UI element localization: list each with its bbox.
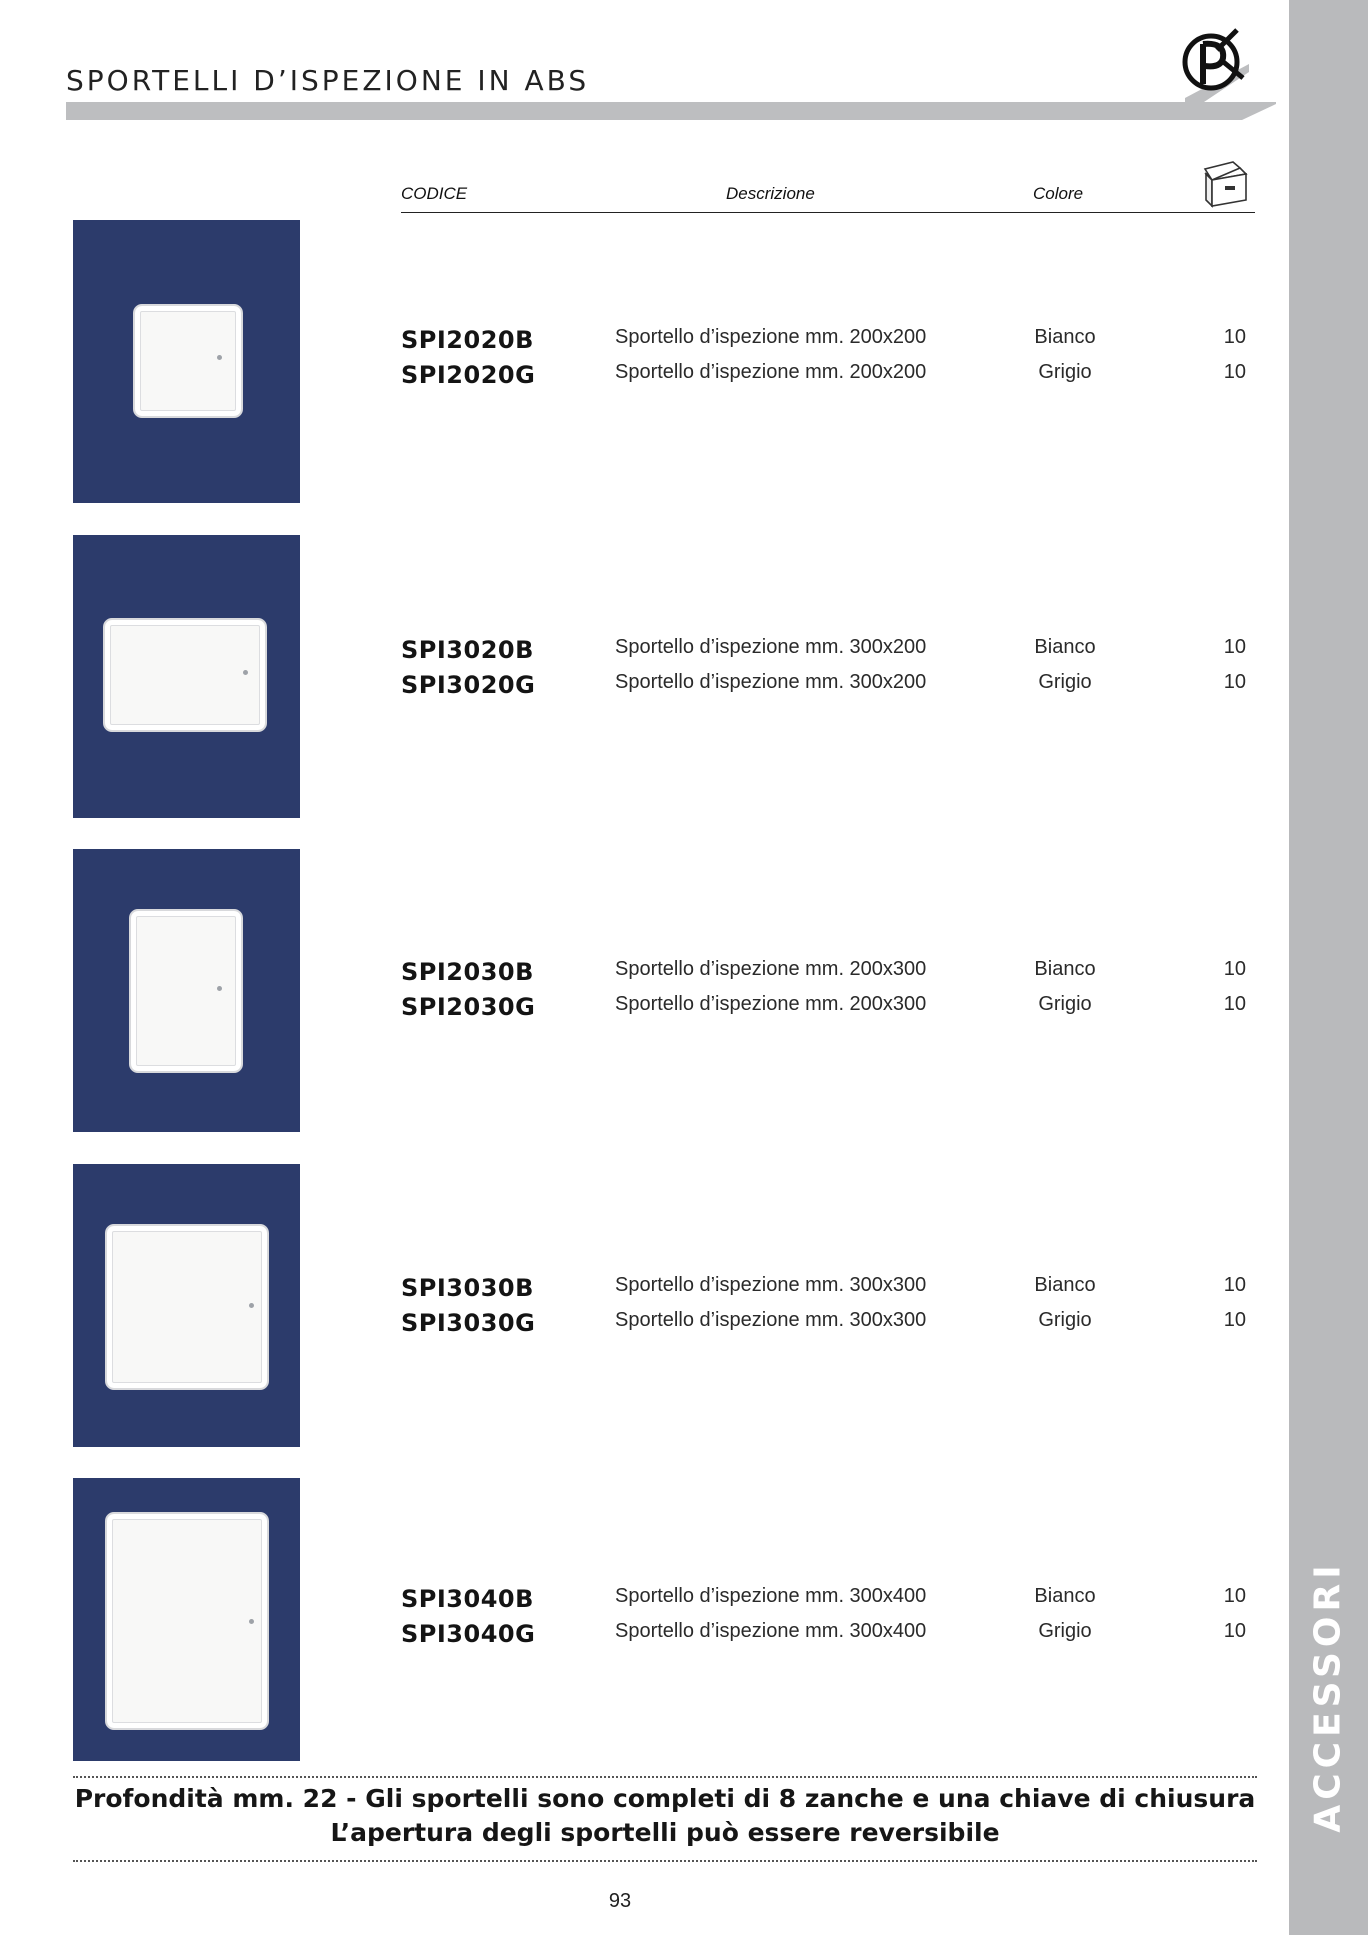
product-code: SPI2020B [401, 326, 534, 354]
brand-logo [1181, 20, 1251, 104]
product-qty: 10 [1223, 958, 1246, 980]
sidebar-section-label: ACCESSORI [1308, 1559, 1349, 1833]
product-qty: 10 [1223, 993, 1246, 1015]
dotted-divider-top [73, 1776, 1257, 1778]
product-code: SPI3040B [401, 1585, 534, 1613]
product-description: Sportello d’ispezione mm. 300x300 [615, 1309, 927, 1331]
column-header-color: Colore [1033, 184, 1084, 203]
product-description: Sportello d’ispezione mm. 200x300 [615, 993, 927, 1015]
column-header-code: CODICE [401, 184, 468, 203]
product-qty: 10 [1223, 1309, 1246, 1331]
product-description: Sportello d’ispezione mm. 300x200 [615, 671, 927, 693]
product-code: SPI2030G [401, 993, 536, 1021]
product-color: Grigio [1038, 671, 1092, 693]
box-icon [1203, 160, 1249, 208]
header-rule [401, 212, 1255, 213]
product-description: Sportello d’ispezione mm. 200x300 [615, 958, 927, 980]
page-title: SPORTELLI D’ISPEZIONE IN ABS [66, 64, 590, 97]
dotted-divider-bottom [73, 1860, 1257, 1862]
column-header-description: Descrizione [726, 184, 815, 203]
product-color: Grigio [1038, 1620, 1092, 1642]
product-color: Grigio [1038, 993, 1092, 1015]
product-color: Bianco [1034, 636, 1096, 658]
page-number: 93 [608, 1890, 632, 1912]
footer-note-line1: Profondità mm. 22 - Gli sportelli sono completi di 8 zanche e una chiave di chiusura [74, 1784, 1256, 1813]
product-description: Sportello d’ispezione mm. 300x200 [615, 636, 927, 658]
title-underline-bar [66, 102, 1276, 120]
product-image-spi3020 [73, 535, 300, 818]
product-color: Bianco [1034, 1585, 1096, 1607]
product-code: SPI3040G [401, 1620, 536, 1648]
product-qty: 10 [1223, 1585, 1246, 1607]
product-qty: 10 [1223, 636, 1246, 658]
product-image-spi3040 [73, 1478, 300, 1761]
product-code: SPI3020G [401, 671, 536, 699]
product-color: Grigio [1038, 361, 1092, 383]
product-qty: 10 [1223, 671, 1246, 693]
product-qty: 10 [1223, 1274, 1246, 1296]
product-description: Sportello d’ispezione mm. 300x400 [615, 1620, 927, 1642]
product-code: SPI2020G [401, 361, 536, 389]
product-description: Sportello d’ispezione mm. 300x300 [615, 1274, 927, 1296]
product-qty: 10 [1223, 361, 1246, 383]
product-qty: 10 [1223, 326, 1246, 348]
product-description: Sportello d’ispezione mm. 200x200 [615, 361, 927, 383]
product-code: SPI3030B [401, 1274, 534, 1302]
product-color: Bianco [1034, 958, 1096, 980]
product-image-spi3030 [73, 1164, 300, 1447]
product-color: Grigio [1038, 1309, 1092, 1331]
product-qty: 10 [1223, 1620, 1246, 1642]
product-code: SPI3030G [401, 1309, 536, 1337]
product-image-spi2020 [73, 220, 300, 503]
footer-note-line2: L’apertura degli sportelli può essere reversibile [330, 1818, 1000, 1847]
product-code: SPI3020B [401, 636, 534, 664]
product-description: Sportello d’ispezione mm. 300x400 [615, 1585, 927, 1607]
product-code: SPI2030B [401, 958, 534, 986]
product-image-spi2030 [73, 849, 300, 1132]
product-color: Bianco [1034, 326, 1096, 348]
product-description: Sportello d’ispezione mm. 200x200 [615, 326, 927, 348]
product-color: Bianco [1034, 1274, 1096, 1296]
